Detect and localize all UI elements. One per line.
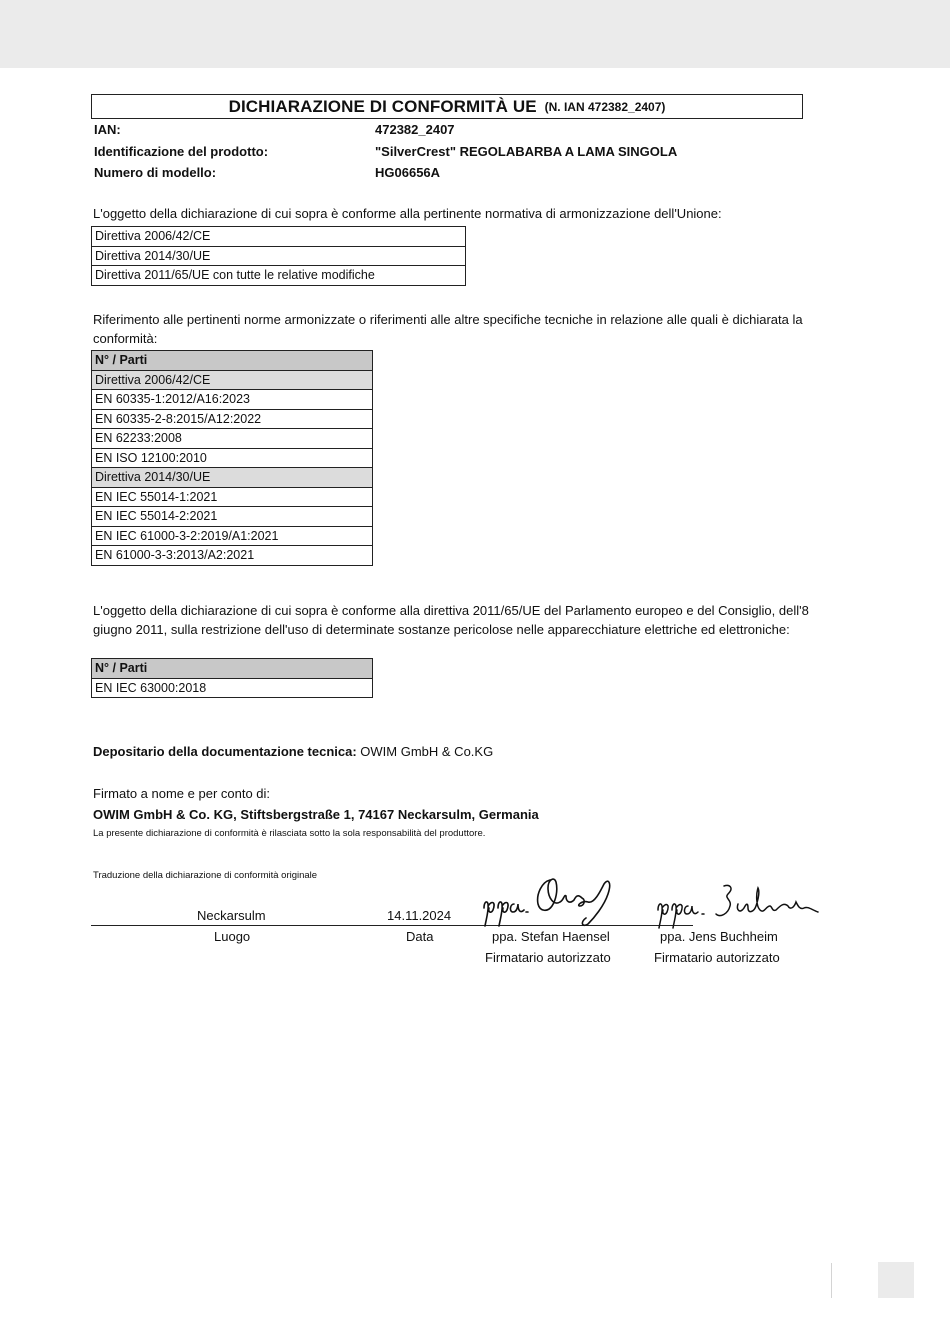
date-value: 14.11.2024 xyxy=(387,908,452,923)
table-row xyxy=(92,678,373,698)
signed-intro: Firmato a nome e per conto di: xyxy=(93,786,271,801)
standard-cell: EN 60335-2-8:2015/A12:2022 xyxy=(92,409,373,429)
signer1-role: Firmatario autorizzato xyxy=(485,950,611,965)
section3-intro: L'oggetto della dichiarazione di cui sopra è conforme alla direttiva 2011/65/UE del Parlamento europeo e del Consiglio, dell'8 giugno 2011, sulla restrizione dell'uso di determinate sostanze pericolose nelle apparecchiature elettriche ed elettroniche: xyxy=(93,603,809,637)
declaration-title: DICHIARAZIONE DI CONFORMITÀ UE xyxy=(228,96,537,116)
signer2-role: Firmatario autorizzato xyxy=(654,950,780,965)
standard-cell: EN IEC 55014-2:2021 xyxy=(92,507,373,527)
table-row xyxy=(92,468,373,488)
standard-cell: EN IEC 61000-3-2:2019/A1:2021 xyxy=(92,526,373,546)
directive-cell: Direttiva 2014/30/UE xyxy=(92,246,466,266)
standard-cell: EN IEC 63000:2018 xyxy=(92,678,373,698)
standard-cell: EN IEC 55014-1:2021 xyxy=(92,487,373,507)
directive-cell: Direttiva 2006/42/CE xyxy=(92,227,466,247)
table-header-row xyxy=(92,659,373,679)
standards-table xyxy=(91,350,373,566)
top-gray-band xyxy=(0,0,950,68)
footer-divider xyxy=(831,1263,832,1298)
signer2-name: ppa. Jens Buchheim xyxy=(660,929,778,944)
place-value: Neckarsulm xyxy=(197,908,266,923)
ian-label: IAN: xyxy=(94,122,121,137)
table-header: N° / Parti xyxy=(92,351,373,371)
table-row xyxy=(92,507,373,527)
depositary-value: OWIM GmbH & Co.KG xyxy=(360,744,494,759)
directive-cell: Direttiva 2011/65/UE con tutte le relative modifiche xyxy=(92,266,466,286)
signature-haensel xyxy=(478,872,628,934)
standard-cell: EN 60335-1:2012/A16:2023 xyxy=(92,390,373,410)
signature-buchheim xyxy=(654,880,822,932)
table-row xyxy=(92,487,373,507)
table-row xyxy=(92,266,466,286)
table-row xyxy=(92,370,373,390)
table-row xyxy=(92,227,466,247)
depositary-line xyxy=(93,742,813,761)
table-row xyxy=(92,526,373,546)
ian-value: 472382_2407 xyxy=(375,122,455,137)
rohs-table xyxy=(91,658,373,698)
standard-cell: EN ISO 12100:2010 xyxy=(92,448,373,468)
depositary-label: Depositario della documentazione tecnica: xyxy=(93,744,357,759)
date-label: Data xyxy=(406,929,434,944)
section2-intro: Riferimento alle pertinenti norme armonizzate o riferimenti alle altre specifiche tecniche in relazione alle quali è dichiarata la conformità: xyxy=(93,312,803,346)
table-row xyxy=(92,429,373,449)
table-header: N° / Parti xyxy=(92,659,373,679)
declaration-ian: (N. IAN 472382_2407) xyxy=(544,99,666,114)
company-address: OWIM GmbH & Co. KG, Stiftsbergstraße 1, 74167 Neckarsulm, Germania xyxy=(93,807,539,822)
declaration-title-box xyxy=(91,94,803,119)
standard-cell: Direttiva 2014/30/UE xyxy=(92,468,373,488)
table-header-row xyxy=(92,351,373,371)
signer1-name: ppa. Stefan Haensel xyxy=(492,929,610,944)
standard-cell: Direttiva 2006/42/CE xyxy=(92,370,373,390)
table-row xyxy=(92,390,373,410)
responsibility-note: La presente dichiarazione di conformità è rilasciata sotto la sola responsabilità del produttore. xyxy=(93,828,486,839)
standard-cell: EN 62233:2008 xyxy=(92,429,373,449)
directives-table xyxy=(91,226,466,286)
standard-cell: EN 61000-3-3:2013/A2:2021 xyxy=(92,546,373,566)
product-id-label: Identificazione del prodotto: xyxy=(94,144,269,159)
section1-intro: L'oggetto della dichiarazione di cui sopra è conforme alla pertinente normativa di armonizzazione dell'Unione: xyxy=(93,206,722,221)
place-label: Luogo xyxy=(214,929,251,944)
page-tab-marker xyxy=(878,1262,914,1298)
table-row xyxy=(92,246,466,266)
model-number-label: Numero di modello: xyxy=(94,165,217,180)
model-number-value: HG06656A xyxy=(375,165,441,180)
table-row xyxy=(92,546,373,566)
table-row xyxy=(92,448,373,468)
product-id-value: "SilverCrest" REGOLABARBA A LAMA SINGOLA xyxy=(375,144,678,159)
table-row xyxy=(92,409,373,429)
translation-note: Traduzione della dichiarazione di conformità originale xyxy=(93,870,318,881)
